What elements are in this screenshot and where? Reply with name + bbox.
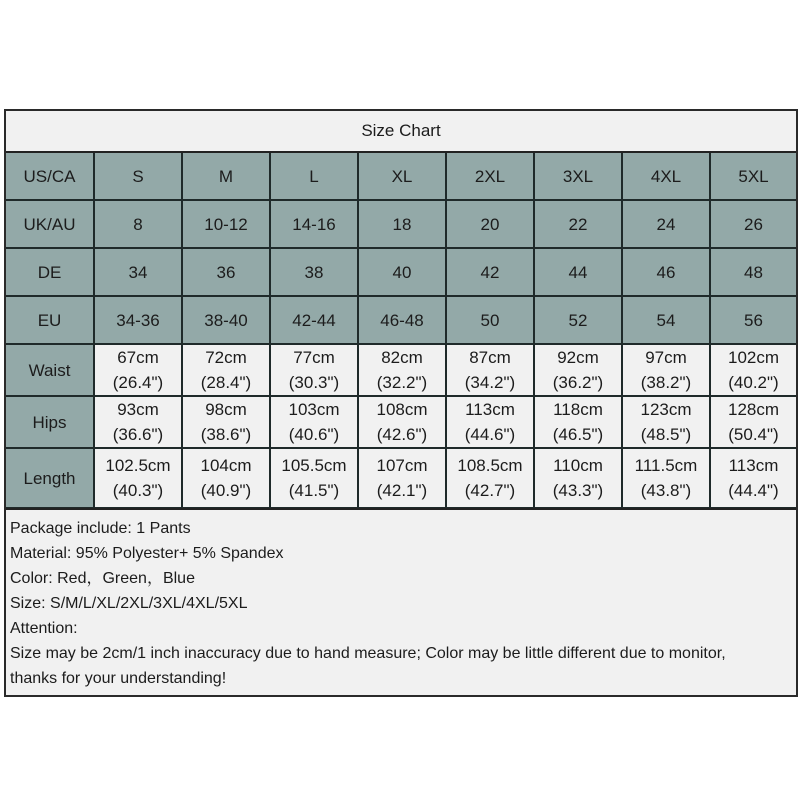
measure-cell bbox=[710, 396, 796, 448]
measure-cell bbox=[534, 344, 622, 396]
measure-cell bbox=[446, 396, 534, 448]
size-cell: 38-40 bbox=[182, 296, 270, 344]
size-cell: 26 bbox=[710, 200, 796, 248]
size-cell: 2XL bbox=[446, 153, 534, 200]
cm-value: 93cm bbox=[117, 400, 159, 419]
inch-value: (50.4") bbox=[728, 425, 779, 444]
size-row-uk-au bbox=[6, 200, 796, 248]
inch-value: (36.6") bbox=[112, 425, 164, 444]
cm-value: 128cm bbox=[727, 400, 780, 419]
product-notes bbox=[6, 508, 796, 695]
row-label: Length bbox=[6, 448, 94, 508]
measure-cell bbox=[270, 396, 358, 448]
size-cell: 18 bbox=[358, 200, 446, 248]
cm-value: 113cm bbox=[728, 456, 779, 475]
measure-cell bbox=[622, 448, 710, 508]
material-note: Material: 95% Polyester+ 5% Spandex bbox=[10, 545, 284, 562]
size-cell: 3XL bbox=[534, 153, 622, 200]
cm-value: 67cm bbox=[117, 348, 159, 367]
size-cell: 56 bbox=[710, 296, 796, 344]
inch-value: (46.5") bbox=[552, 425, 604, 444]
inch-value: (42.6") bbox=[376, 425, 428, 444]
cm-value: 107cm bbox=[376, 456, 428, 475]
inch-value: (40.3") bbox=[112, 481, 164, 500]
size-cell: 46 bbox=[622, 248, 710, 296]
size-cell: S bbox=[94, 153, 182, 200]
size-cell: 48 bbox=[710, 248, 796, 296]
cm-value: 104cm bbox=[200, 456, 252, 475]
size-cell: 54 bbox=[622, 296, 710, 344]
inch-value: (48.5") bbox=[640, 425, 692, 444]
size-cell: 40 bbox=[358, 248, 446, 296]
size-cell: 34-36 bbox=[94, 296, 182, 344]
measure-cell bbox=[622, 344, 710, 396]
inch-value: (38.2") bbox=[640, 373, 692, 392]
inch-value: (41.5") bbox=[288, 481, 340, 500]
cm-value: 110cm bbox=[553, 456, 603, 475]
size-cell: 34 bbox=[94, 248, 182, 296]
size-cell: 52 bbox=[534, 296, 622, 344]
cm-value: 118cm bbox=[553, 400, 603, 419]
cm-value: 111.5cm bbox=[634, 456, 698, 475]
inch-value: (44.6") bbox=[464, 425, 516, 444]
measure-cell bbox=[710, 344, 796, 396]
chart-title: Size Chart bbox=[6, 111, 796, 153]
attention-label: Attention: bbox=[10, 620, 78, 637]
size-row-us-ca bbox=[6, 153, 796, 200]
measure-cell bbox=[446, 448, 534, 508]
measure-cell bbox=[534, 396, 622, 448]
size-chart bbox=[4, 109, 798, 697]
cm-value: 113cm bbox=[465, 400, 515, 419]
cm-value: 108.5cm bbox=[457, 456, 523, 475]
size-cell: 14-16 bbox=[270, 200, 358, 248]
size-cell: 36 bbox=[182, 248, 270, 296]
cm-value: 102cm bbox=[727, 348, 780, 367]
measure-cell bbox=[622, 396, 710, 448]
size-cell: 50 bbox=[446, 296, 534, 344]
size-cell: M bbox=[182, 153, 270, 200]
size-cell: 5XL bbox=[710, 153, 796, 200]
measure-cell bbox=[358, 448, 446, 508]
cm-value: 82cm bbox=[381, 348, 423, 367]
size-cell: 38 bbox=[270, 248, 358, 296]
size-cell: 22 bbox=[534, 200, 622, 248]
inch-value: (26.4") bbox=[112, 373, 164, 392]
size-cell: L bbox=[270, 153, 358, 200]
row-label: Hips bbox=[6, 396, 94, 448]
measure-cell bbox=[270, 344, 358, 396]
measure-cell bbox=[94, 448, 182, 508]
measure-row-length bbox=[6, 448, 796, 508]
measure-cell bbox=[710, 448, 796, 508]
inch-value: (38.6") bbox=[200, 425, 252, 444]
measure-cell bbox=[270, 448, 358, 508]
inch-value: (44.4") bbox=[728, 481, 779, 500]
color-note: Color: Red，Green，Blue bbox=[10, 570, 195, 587]
cm-value: 97cm bbox=[645, 348, 687, 367]
inch-value: (40.6") bbox=[288, 425, 340, 444]
row-label: EU bbox=[6, 296, 94, 344]
measure-cell bbox=[358, 396, 446, 448]
row-label: DE bbox=[6, 248, 94, 296]
measure-cell bbox=[182, 396, 270, 448]
cm-value: 92cm bbox=[557, 348, 599, 367]
size-row-eu bbox=[6, 296, 796, 344]
cm-value: 77cm bbox=[293, 348, 335, 367]
cm-value: 103cm bbox=[288, 400, 340, 419]
size-table bbox=[6, 153, 796, 509]
cm-value: 102.5cm bbox=[105, 456, 171, 475]
measure-cell bbox=[182, 344, 270, 396]
size-cell: 44 bbox=[534, 248, 622, 296]
size-row-de bbox=[6, 248, 796, 296]
cm-value: 87cm bbox=[469, 348, 511, 367]
measure-cell bbox=[94, 396, 182, 448]
inch-value: (28.4") bbox=[200, 373, 252, 392]
size-cell: 42-44 bbox=[270, 296, 358, 344]
package-note: Package include: 1 Pants bbox=[10, 520, 191, 537]
inch-value: (43.3") bbox=[552, 481, 604, 500]
inch-value: (36.2") bbox=[552, 373, 604, 392]
size-note: Size: S/M/L/XL/2XL/3XL/4XL/5XL bbox=[10, 595, 248, 612]
cm-value: 105.5cm bbox=[281, 456, 347, 475]
measure-row-waist bbox=[6, 344, 796, 396]
cm-value: 98cm bbox=[205, 400, 247, 419]
size-cell: 20 bbox=[446, 200, 534, 248]
inch-value: (42.7") bbox=[464, 481, 516, 500]
measure-cell bbox=[358, 344, 446, 396]
size-cell: 42 bbox=[446, 248, 534, 296]
measure-cell bbox=[534, 448, 622, 508]
size-cell: 10-12 bbox=[182, 200, 270, 248]
cm-value: 108cm bbox=[376, 400, 428, 419]
size-cell: 24 bbox=[622, 200, 710, 248]
inch-value: (40.9") bbox=[200, 481, 252, 500]
inch-value: (43.8") bbox=[640, 481, 692, 500]
inch-value: (32.2") bbox=[376, 373, 428, 392]
attention-text: Size may be 2cm/1 inch inaccuracy due to hand measure; Color may be little different due to monitor, thanks for your understanding! bbox=[10, 645, 726, 687]
size-cell: XL bbox=[358, 153, 446, 200]
size-cell: 4XL bbox=[622, 153, 710, 200]
inch-value: (30.3") bbox=[288, 373, 340, 392]
inch-value: (34.2") bbox=[464, 373, 516, 392]
size-cell: 8 bbox=[94, 200, 182, 248]
cm-value: 72cm bbox=[205, 348, 247, 367]
measure-cell bbox=[182, 448, 270, 508]
row-label: UK/AU bbox=[6, 200, 94, 248]
row-label: Waist bbox=[6, 344, 94, 396]
measure-cell bbox=[94, 344, 182, 396]
row-label: US/CA bbox=[6, 153, 94, 200]
inch-value: (42.1") bbox=[376, 481, 428, 500]
size-cell: 46-48 bbox=[358, 296, 446, 344]
inch-value: (40.2") bbox=[728, 373, 779, 392]
cm-value: 123cm bbox=[640, 400, 692, 419]
measure-row-hips bbox=[6, 396, 796, 448]
measure-cell bbox=[446, 344, 534, 396]
